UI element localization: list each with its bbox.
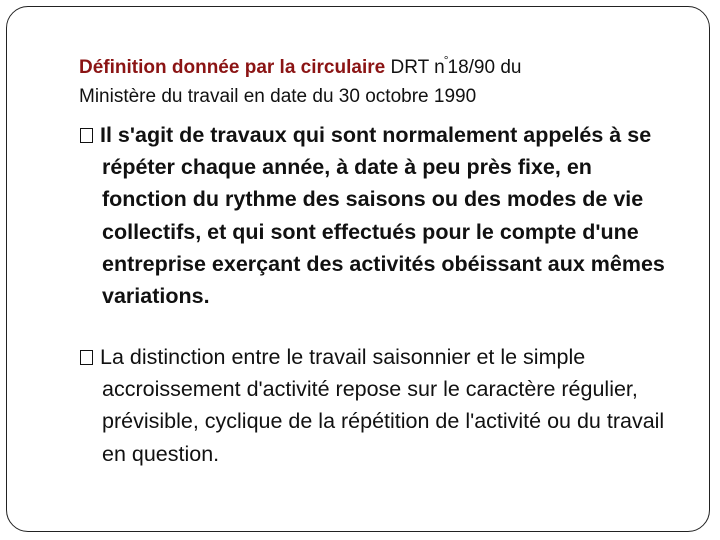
- missing-glyph-box-icon: [80, 128, 93, 143]
- bullet-item-2: [80, 341, 670, 470]
- degree-sign: °: [443, 53, 449, 67]
- bullet-text-1: Il s'agit de travaux qui sont normalement appelés à se répéter chaque année, à date à peu près fixe, en fonction du rythme des saisons ou des modes de vie collectifs, et qui sont effectués pour le compte d'une entreprise exerçant des activités obéissant aux mêmes variations.: [100, 123, 665, 309]
- missing-glyph-box-icon: [80, 350, 93, 365]
- title-rest-before-degree: DRT n: [385, 57, 445, 78]
- title-lead: Définition donnée par la circulaire: [79, 57, 386, 78]
- bullet-text-2: La distinction entre le travail saisonnier et le simple accroissement d'activité repose sur le caractère régulier, prévisible, cyclique de la répétition de l'activité ou du travail en question.: [100, 345, 665, 466]
- bullet-item-1: [80, 119, 670, 312]
- title-rest-after-degree: 18/90 du: [447, 57, 522, 78]
- slide-title: [79, 46, 679, 111]
- title-line-2: Ministère du travail en date du 30 octobre 1990: [79, 86, 477, 107]
